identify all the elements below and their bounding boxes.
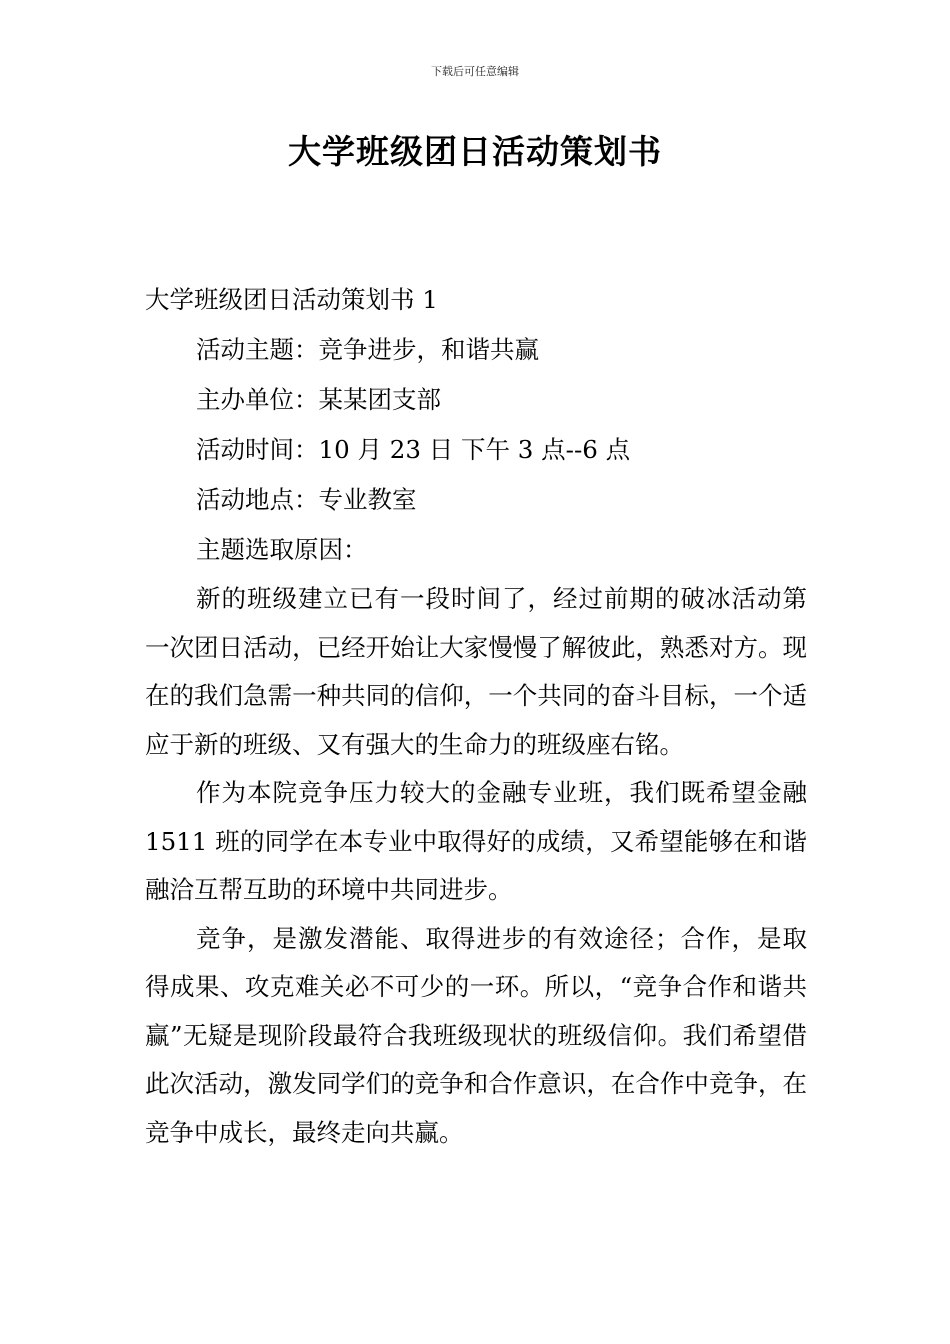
paragraph-background: 新的班级建立已有一段时间了，经过前期的破冰活动第一次团日活动，已经开始让大家慢慢了解彼此，熟悉对方。现在的我们急需一种共同的信仰，一个共同的奋斗目标，一个适应于新的班级、又有强大的生命力的班级座右铭。: [145, 584, 807, 759]
paragraph-competition-cooperation: 竞争，是激发潜能、取得进步的有效途径；合作，是取得成果、攻克难关必不可少的一环。所以，“竞争合作和谐共赢”无疑是现阶段最符合我班级现状的班级信仰。我们希望借此次活动，激发同学们的竞争和合作意识，在合作中竞争，在竞争中成长，最终走向共赢。: [145, 923, 807, 1147]
field-activity-theme: 活动主题：竞争进步，和谐共赢: [196, 335, 539, 364]
field-activity-time: 活动时间：10 月 23 日 下午 3 点--6 点: [196, 435, 631, 464]
field-activity-location: 活动地点：专业教室: [196, 485, 417, 514]
header-note: 下载后可任意编辑: [431, 65, 519, 78]
document-body: [145, 275, 807, 1157]
section-heading: 大学班级团日活动策划书 1: [145, 285, 438, 314]
document-title: 大学班级团日活动策划书: [288, 132, 662, 171]
field-organizer: 主办单位：某某团支部: [196, 385, 441, 414]
field-theme-reason-label: 主题选取原因：: [196, 535, 368, 564]
paragraph-class-goal: 作为本院竞争压力较大的金融专业班，我们既希望金融 1511 班的同学在本专业中取得好的成绩，又希望能够在和谐融洽互帮互助的环境中共同进步。: [145, 778, 807, 904]
